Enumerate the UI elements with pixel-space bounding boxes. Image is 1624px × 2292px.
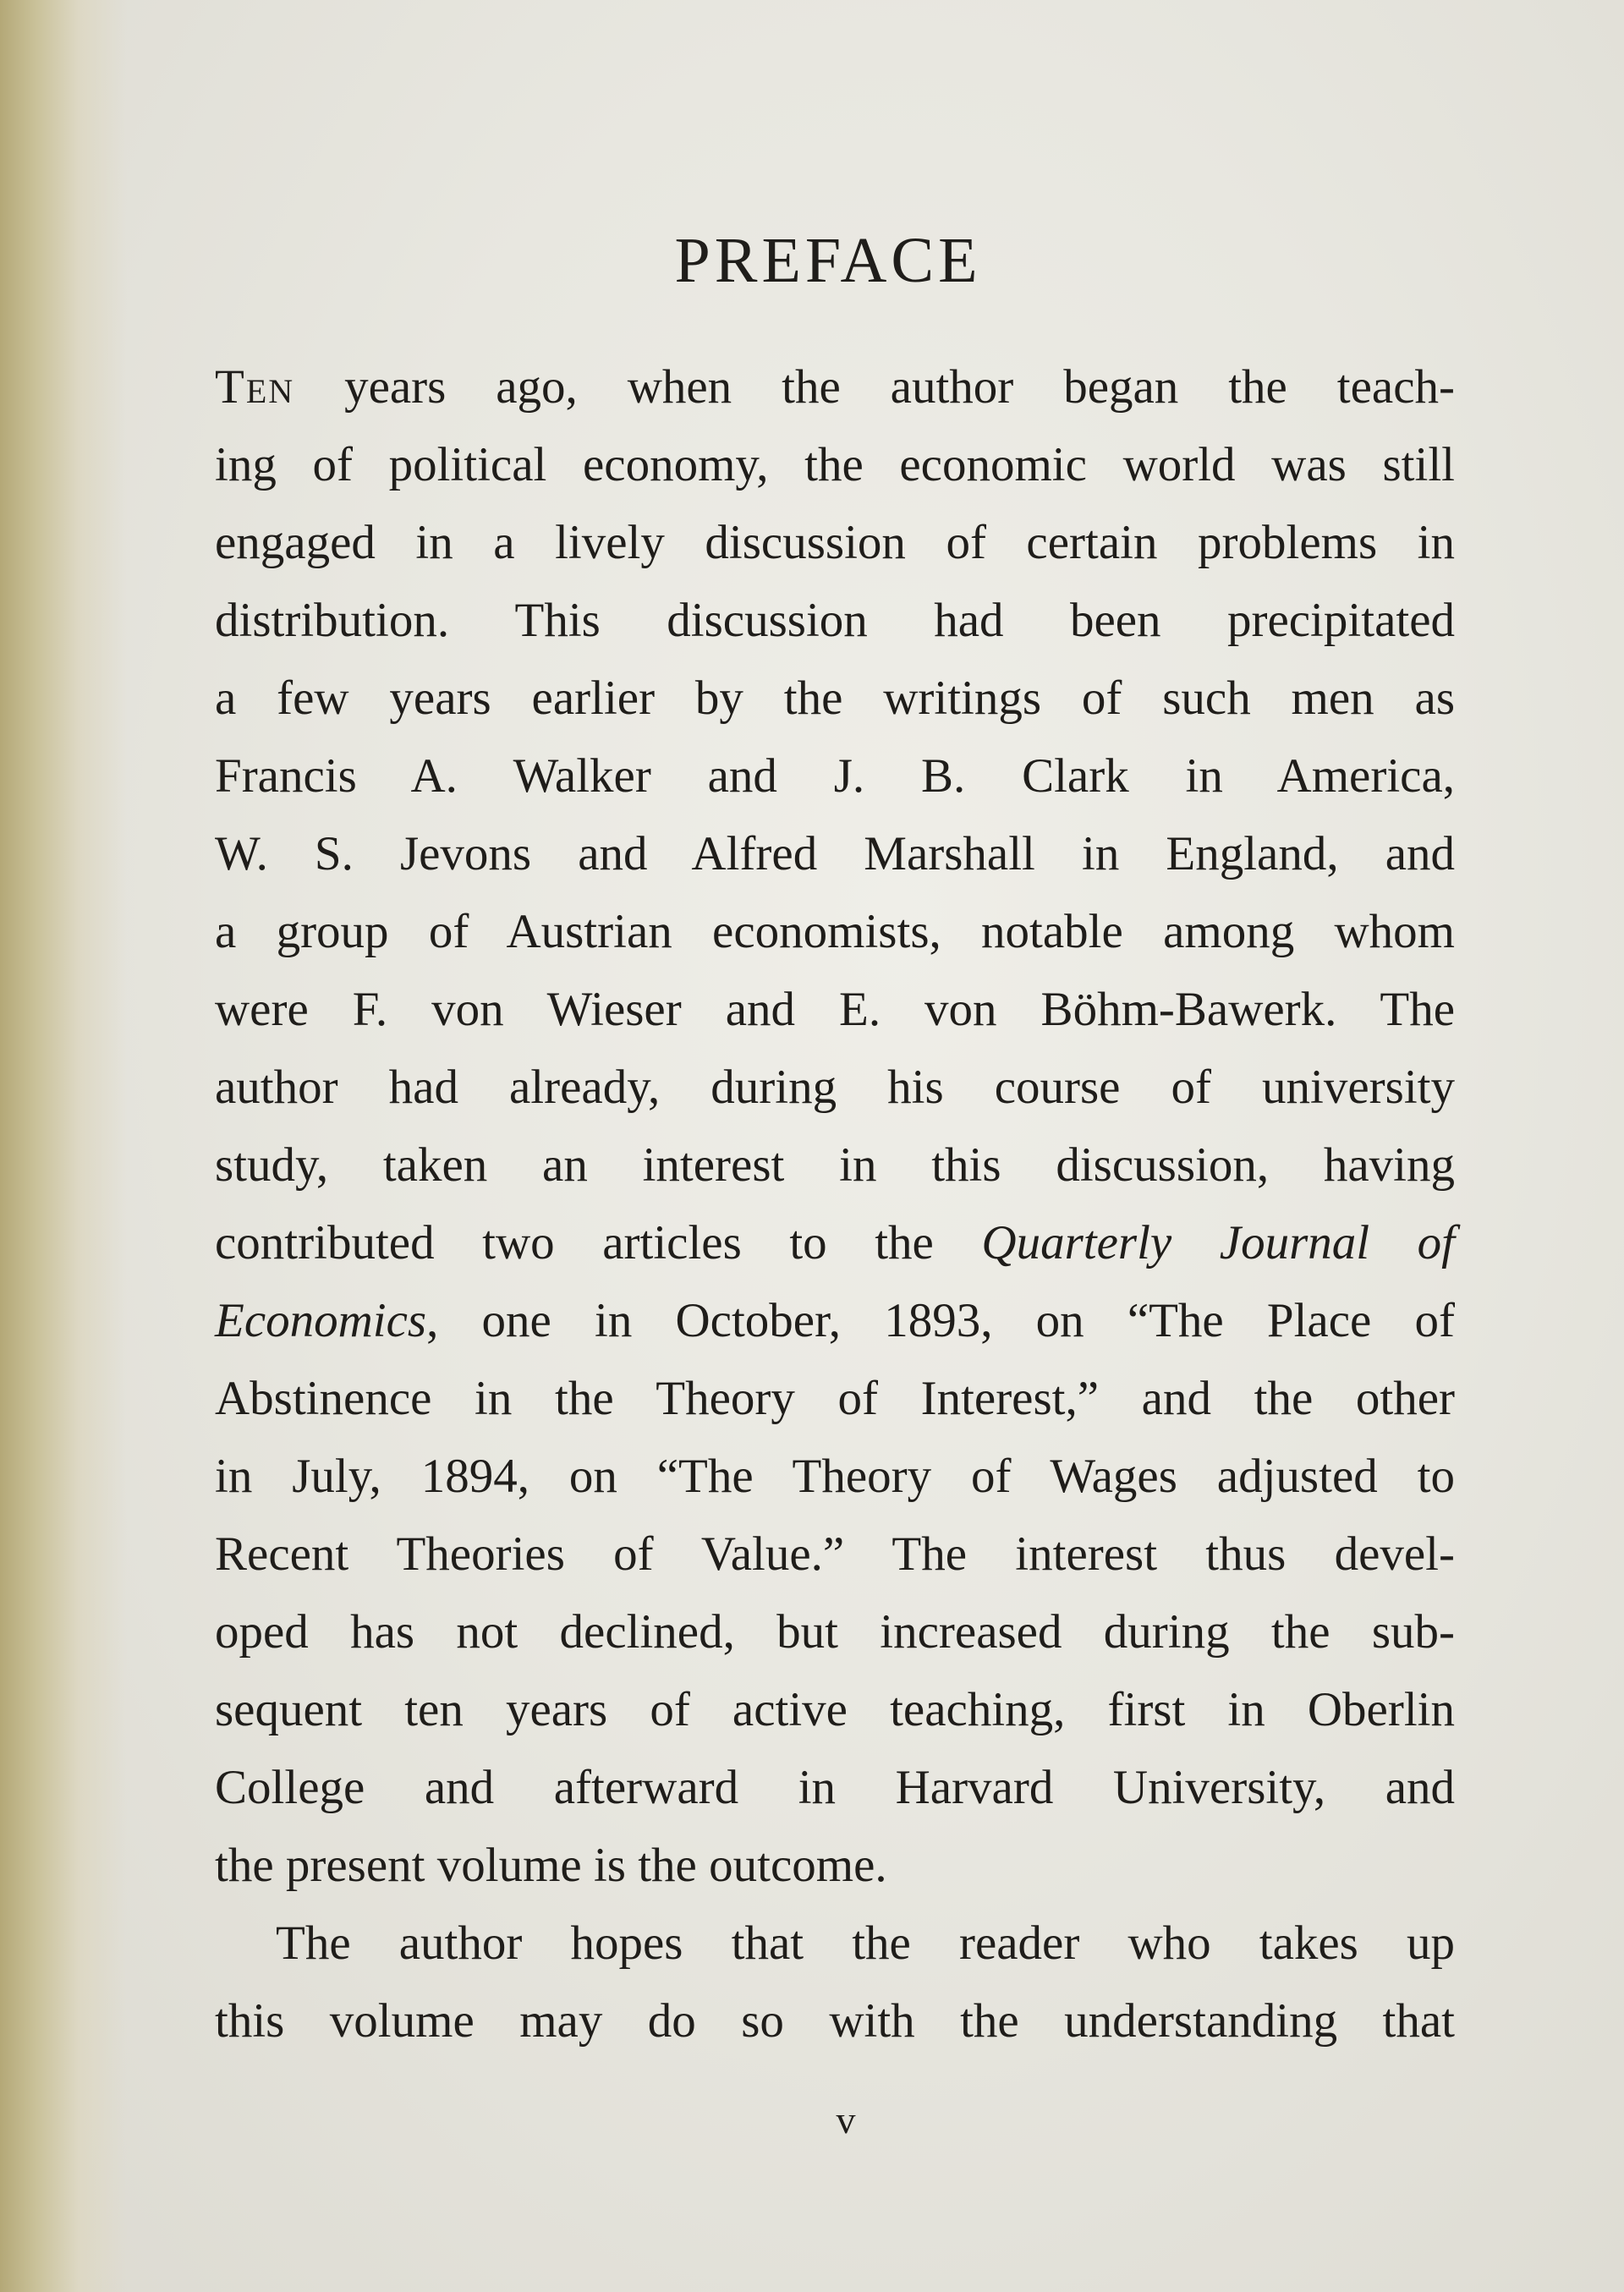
- text-line: a few years earlier by the writings of such men as: [215, 672, 1455, 725]
- text-line: study, taken an interest in this discussion, having: [215, 1138, 1455, 1192]
- page-title: PREFACE: [674, 225, 982, 296]
- text-line: sequent ten years of active teaching, first in Oberlin: [215, 1683, 1455, 1736]
- text-line: Recent Theories of Value.” The interest thus devel-: [215, 1527, 1455, 1581]
- journal-title-italic: Economics: [215, 1294, 427, 1347]
- text-line: engaged in a lively discussion of certain problems in: [215, 516, 1455, 569]
- text-line: contributed two articles to the Quarterly Journal of: [215, 1216, 1455, 1269]
- text-line: in July, 1894, on “The Theory of Wages adjusted to: [215, 1450, 1455, 1503]
- page-number: v: [836, 2098, 856, 2141]
- text-line: Francis A. Walker and J. B. Clark in America,: [215, 749, 1455, 803]
- text-line: this volume may do so with the understanding that: [215, 1994, 1455, 2048]
- page-body: [167, 225, 1455, 2060]
- text-line: distribution. This discussion had been precipitated: [215, 594, 1455, 647]
- text-line: author had already, during his course of university: [215, 1061, 1455, 1114]
- text-line: W. S. Jevons and Alfred Marshall in England, and: [215, 827, 1455, 880]
- small-caps-lead: Ten: [215, 360, 295, 414]
- journal-title-italic: Quarterly Journal of: [981, 1216, 1455, 1269]
- paragraph-2: [167, 1905, 1455, 2060]
- text-line: ing of political economy, the economic world was still: [215, 438, 1455, 491]
- text-line: oped has not declined, but increased during the sub-: [215, 1605, 1455, 1659]
- text-line: The author hopes that the reader who takes up: [276, 1916, 1455, 1970]
- paragraph-1-text: [167, 348, 1455, 1905]
- paragraph-1: [167, 348, 1455, 1905]
- book-gutter-shadow: [0, 0, 127, 2292]
- text-line: Economics, one in October, 1893, on “The Place of: [215, 1294, 1455, 1347]
- paragraph-2-text: [167, 1905, 1455, 2060]
- text-line: a group of Austrian economists, notable among whom: [215, 905, 1455, 958]
- text-line: were F. von Wieser and E. von Böhm-Bawerk. The: [215, 983, 1455, 1036]
- text-line: College and afterward in Harvard University, and: [215, 1761, 1455, 1814]
- text-line: the present volume is the outcome.: [215, 1839, 887, 1892]
- text-line: Abstinence in the Theory of Interest,” and the other: [215, 1372, 1455, 1425]
- text-line: Ten years ago, when the author began the teach-: [215, 360, 1455, 414]
